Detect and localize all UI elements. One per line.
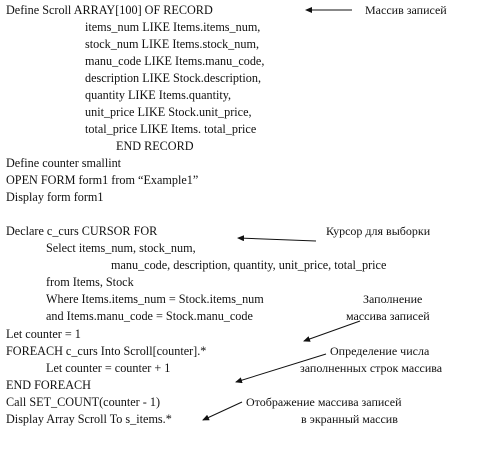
code-line-unit-price: unit_price LIKE Stock.unit_price, xyxy=(85,105,252,119)
arrow-to-counter-increment xyxy=(236,354,326,382)
note-fill-line-1: Заполнение xyxy=(363,292,423,306)
code-line-define-counter: Define counter smallint xyxy=(6,156,122,170)
code-line-total-price: total_price LIKE Items. total_price xyxy=(85,122,257,136)
note-count-line-2: заполненных строк массива xyxy=(300,361,443,375)
arrow-to-set-count xyxy=(203,402,242,420)
code-line-description: description LIKE Stock.description, xyxy=(85,71,262,85)
code-line-open-form: OPEN FORM form1 from “Example1” xyxy=(6,173,199,187)
code-line-increment: Let counter = counter + 1 xyxy=(46,361,171,375)
note-display-line-2: в экранный массив xyxy=(301,412,398,426)
code-line-from: from Items, Stock xyxy=(46,275,134,289)
code-line-select-columns: manu_code, description, quantity, unit_price, total_price xyxy=(111,258,387,272)
code-line-where: Where Items.items_num = Stock.items_num xyxy=(46,292,264,306)
code-line-foreach: FOREACH c_curs Into Scroll[counter].* xyxy=(6,344,207,358)
code-line-items-num: items_num LIKE Items.items_num, xyxy=(85,20,261,34)
code-line-define-array: Define Scroll ARRAY[100] OF RECORD xyxy=(6,3,213,17)
note-count-line-1: Определение числа xyxy=(330,344,430,358)
code-line-set-count: Call SET_COUNT(counter - 1) xyxy=(6,395,161,409)
code-line-display-array: Display Array Scroll To s_items.* xyxy=(6,412,172,426)
code-line-declare-cursor: Declare c_curs CURSOR FOR xyxy=(6,224,158,238)
note-fill-line-2: массива записей xyxy=(346,309,430,323)
note-cursor-for-selection: Курсор для выборки xyxy=(326,224,431,238)
code-line-display-form: Display form form1 xyxy=(6,190,104,204)
code-line-quantity: quantity LIKE Items.quantity, xyxy=(85,88,232,102)
arrow-to-fill-loop xyxy=(304,321,360,341)
code-line-end-foreach: END FOREACH xyxy=(6,378,91,392)
code-line-stock-num: stock_num LIKE Items.stock_num, xyxy=(85,37,259,51)
code-line-select: Select items_num, stock_num, xyxy=(46,241,196,255)
note-display-line-1: Отображение массива записей xyxy=(246,395,402,409)
code-line-manu-code: manu_code LIKE Items.manu_code, xyxy=(85,54,265,68)
code-line-and: and Items.manu_code = Stock.manu_code xyxy=(46,309,253,323)
note-array-of-records: Массив записей xyxy=(365,3,447,17)
code-line-end-record: END RECORD xyxy=(116,139,194,153)
arrow-to-cursor-declaration xyxy=(238,238,316,241)
code-line-let-counter: Let counter = 1 xyxy=(6,327,81,341)
